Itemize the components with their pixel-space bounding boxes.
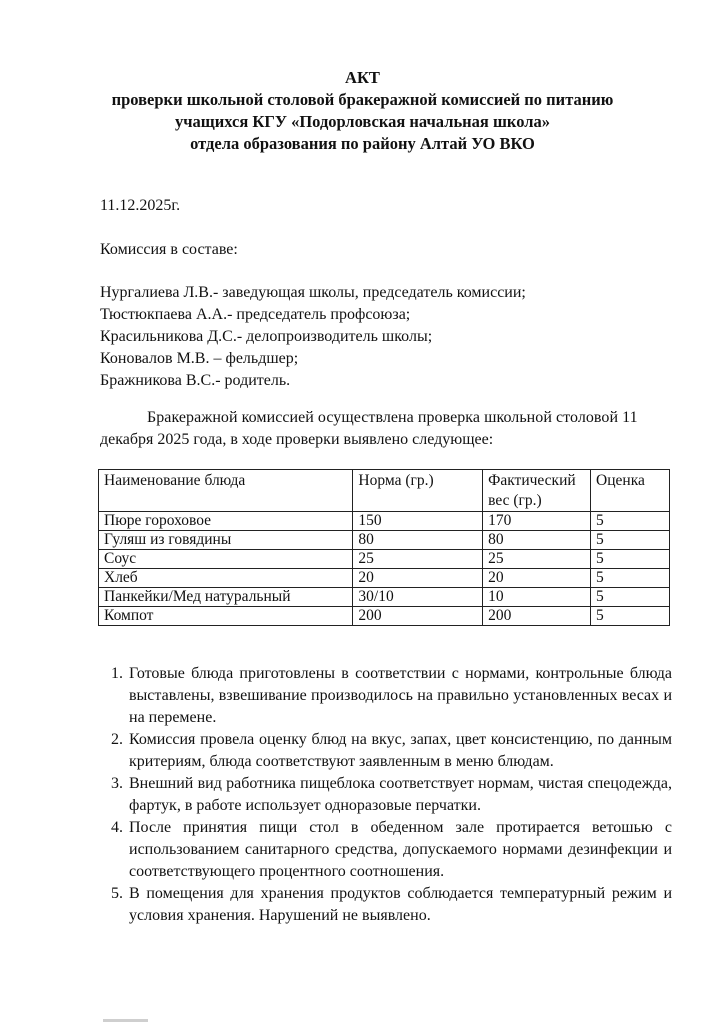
- cell-grade: 5: [591, 531, 670, 550]
- finding-item: 5. В помещения для хранения продуктов соблюдается температурный режим и условия хранения. Нарушений не выявлено.: [127, 883, 672, 927]
- finding-item: 1. Готовые блюда приготовлены в соответствии с нормами, контрольные блюда выставлены, взвешивание производилось на правильно установленных весах и на перемене.: [127, 663, 672, 729]
- finding-item: 2. Комиссия провела оценку блюд на вкус, запах, цвет консистенцию, по данным критериям, блюда соответствуют заявленным в меню блюдам.: [127, 729, 672, 773]
- cell-dish-name: Соус: [99, 550, 353, 569]
- cell-grade: 5: [591, 607, 670, 626]
- cell-norm: 25: [353, 550, 483, 569]
- table-row: [99, 512, 670, 531]
- cell-norm: 20: [353, 569, 483, 588]
- table-row: [99, 531, 670, 550]
- cell-actual-weight: 200: [483, 607, 591, 626]
- cell-norm: 30/10: [353, 588, 483, 607]
- table-header-row: [99, 470, 670, 512]
- table-row: [99, 607, 670, 626]
- document-subtitle-line-3: отдела образования по району Алтай УО ВКО: [190, 134, 535, 153]
- finding-item: 3. Внешний вид работника пищеблока соответствует нормам, чистая спецодежда, фартук, в работе использует одноразовые перчатки.: [127, 773, 672, 817]
- document-date: 11.12.2025г.: [100, 197, 181, 214]
- commission-member: Коновалов М.В. – фельдшер;: [100, 350, 299, 367]
- dishes-table: [98, 469, 670, 626]
- cell-dish-name: Компот: [99, 607, 353, 626]
- commission-member: Бражникова В.С.- родитель.: [100, 372, 291, 389]
- document-subtitle-line-1: проверки школьной столовой бракеражной комиссией по питанию: [111, 90, 614, 109]
- cell-actual-weight: 170: [483, 512, 591, 531]
- finding-item: 4. После принятия пищи стол в обеденном зале протирается ветошью с использованием санитарного средства, допускаемого нормами дезинфекции и соответствующего процентного соотношения.: [127, 817, 672, 883]
- table-row: [99, 588, 670, 607]
- cell-actual-weight: 10: [483, 588, 591, 607]
- cell-dish-name: Гуляш из говядины: [99, 531, 353, 550]
- cell-dish-name: Панкейки/Мед натуральный: [99, 588, 353, 607]
- cell-grade: 5: [591, 588, 670, 607]
- commission-label: Комиссия в составе:: [100, 241, 238, 258]
- column-header-grade: Оценка: [591, 470, 670, 512]
- document-title: АКТ: [345, 68, 380, 87]
- commission-members-list: [100, 282, 526, 392]
- column-header-dish-name: Наименование блюда: [99, 470, 353, 512]
- findings-list: [100, 663, 672, 927]
- cell-norm: 150: [353, 512, 483, 531]
- commission-member: Тюстюкпаева А.А.- председатель профсоюза;: [100, 306, 411, 323]
- document-subtitle-line-2: учащихся КГУ «Подорловская начальная школа»: [175, 112, 550, 131]
- scan-artifact: [103, 1019, 148, 1022]
- column-header-norm: Норма (гр.): [353, 470, 483, 512]
- cell-actual-weight: 20: [483, 569, 591, 588]
- table-row: [99, 569, 670, 588]
- cell-dish-name: Пюре гороховое: [99, 512, 353, 531]
- cell-dish-name: Хлеб: [99, 569, 353, 588]
- cell-grade: 5: [591, 569, 670, 588]
- commission-member: Красильникова Д.С.- делопроизводитель школы;: [100, 328, 433, 345]
- document-header: [0, 67, 725, 155]
- cell-norm: 200: [353, 607, 483, 626]
- commission-member: Нургалиева Л.В.- заведующая школы, председатель комиссии;: [100, 284, 526, 301]
- cell-grade: 5: [591, 550, 670, 569]
- intro-paragraph: [100, 407, 672, 451]
- intro-line-1: Бракеражной комиссией осуществлена проверка школьной столовой 11: [147, 409, 638, 426]
- cell-actual-weight: 25: [483, 550, 591, 569]
- intro-line-2: декабря 2025 года, в ходе проверки выявлено следующее:: [100, 431, 494, 448]
- cell-norm: 80: [353, 531, 483, 550]
- column-header-actual-weight: Фактический вес (гр.): [483, 470, 591, 512]
- cell-grade: 5: [591, 512, 670, 531]
- cell-actual-weight: 80: [483, 531, 591, 550]
- table-row: [99, 550, 670, 569]
